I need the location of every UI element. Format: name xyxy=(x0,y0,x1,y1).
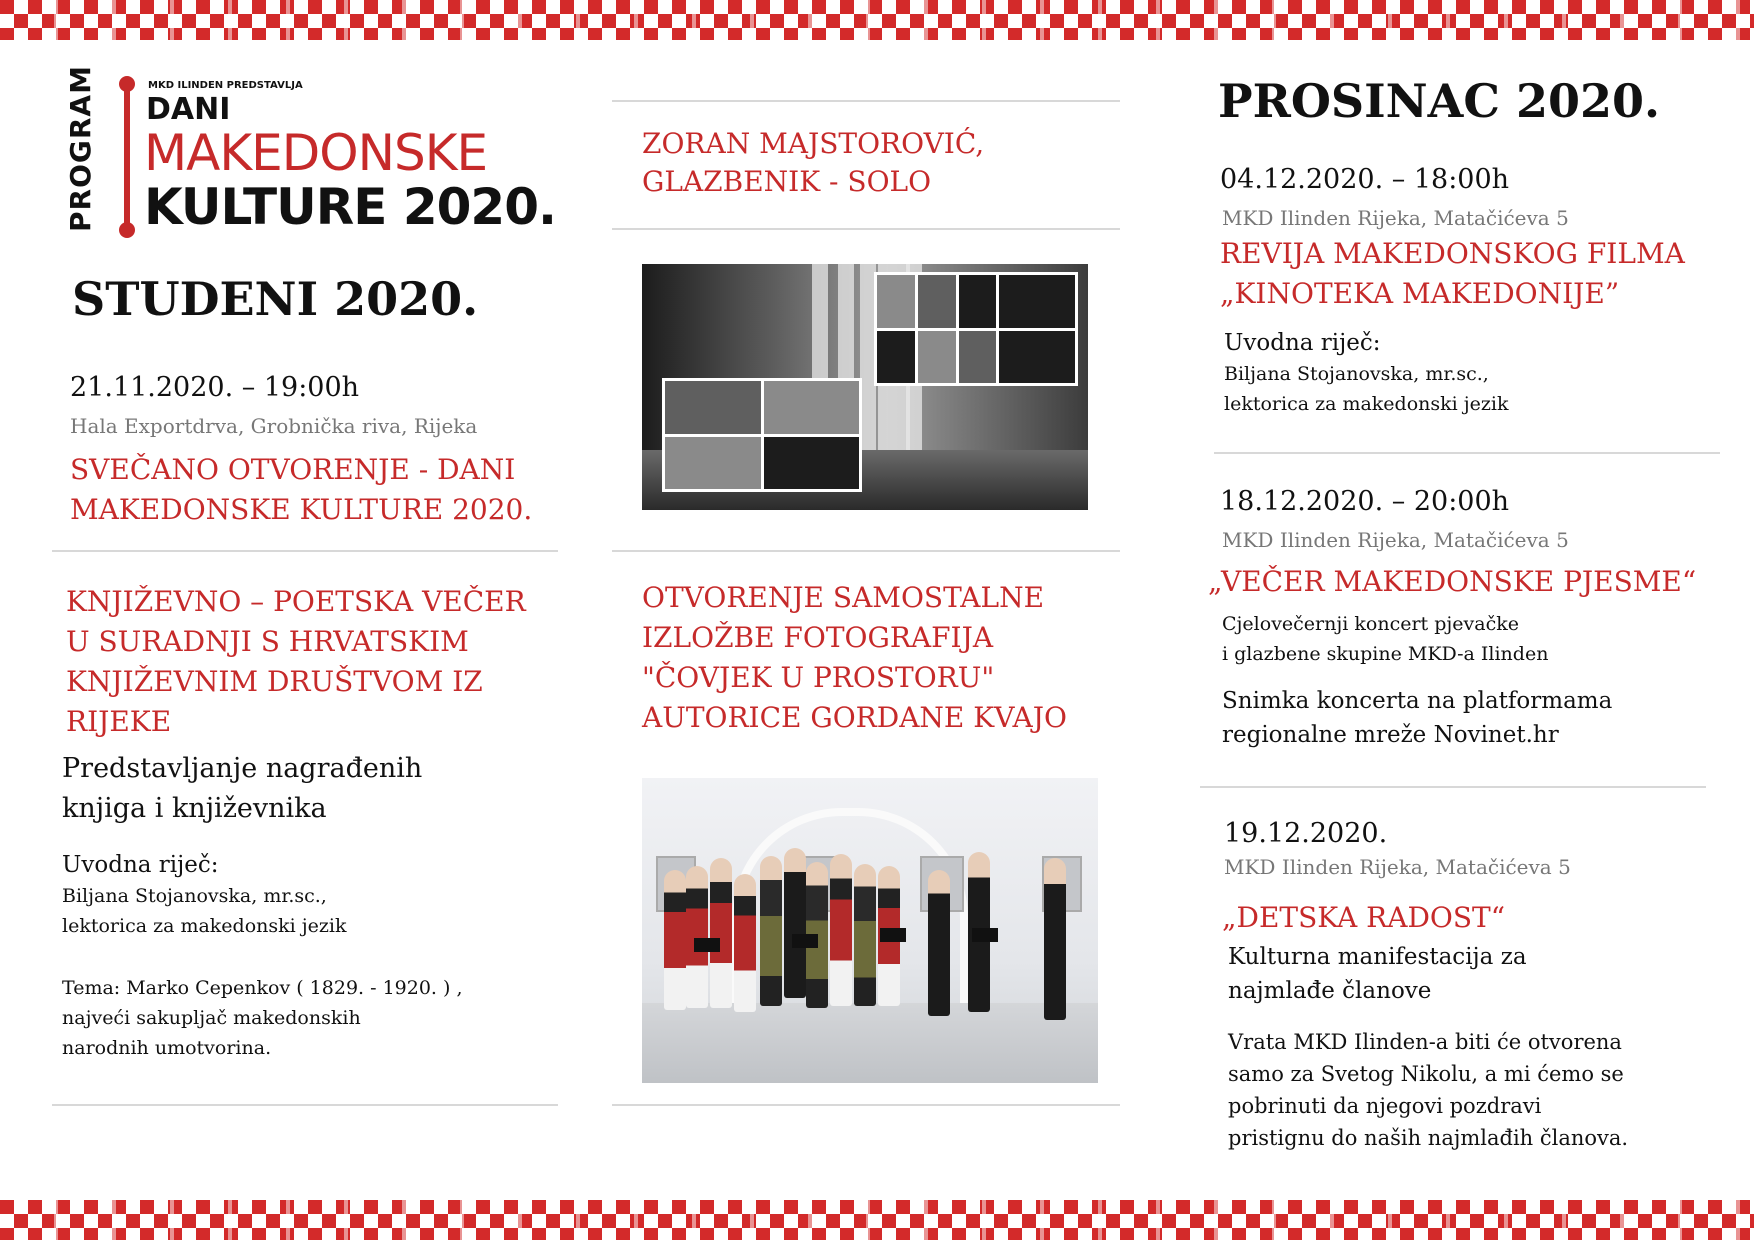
event-title: „VEČER MAKEDONSKE PJESME“ xyxy=(1208,565,1697,598)
theme-text: Tema: Marko Cepenkov ( 1829. - 1920. ) , xyxy=(62,977,463,999)
choir-performance-photo xyxy=(642,778,1098,1083)
theme-text: narodnih umotvorina. xyxy=(62,1037,272,1059)
event-title-line: REVIJA MAKEDONSKOG FILMA xyxy=(1220,237,1685,270)
event-title-line: SVEČANO OTVORENJE - DANI xyxy=(70,453,516,486)
event-title-line: GLAZBENIK - SOLO xyxy=(642,165,932,198)
event-description: Cjelovečernji koncert pjevačke xyxy=(1222,613,1519,635)
event-subtitle: Predstavljanje nagrađenih xyxy=(62,753,423,784)
event-title-line: KNJIŽEVNO – POETSKA VEČER xyxy=(66,585,526,618)
intro-text: lektorica za makedonski jezik xyxy=(62,915,347,937)
bottom-folk-border xyxy=(0,1200,1754,1240)
event-title-line: AUTORICE GORDANE KVAJO xyxy=(642,701,1067,734)
event-subtitle: knjiga i književnika xyxy=(62,793,327,824)
event-title-line: OTVORENJE SAMOSTALNE xyxy=(642,581,1045,614)
event-note: Snimka koncerta na platformama xyxy=(1222,688,1613,714)
logo-makedonske: MAKEDONSKE xyxy=(144,124,488,182)
month-heading-studeni: STUDENI 2020. xyxy=(72,272,479,326)
event-description: pobrinuti da njegovi pozdravi xyxy=(1228,1094,1542,1118)
logo-red-bar xyxy=(124,82,130,230)
event-note: regionalne mreže Novinet.hr xyxy=(1222,722,1559,748)
exhibition-corridor-photo xyxy=(642,264,1088,510)
event-title-line: KNJIŽEVNIM DRUŠTVOM IZ xyxy=(66,665,483,698)
event-title-line: ZORAN MAJSTOROVIĆ, xyxy=(642,127,985,160)
event-location: Hala Exportdrva, Grobnička riva, Rijeka xyxy=(70,414,478,438)
logo-dani: DANI xyxy=(146,92,231,127)
divider xyxy=(1200,786,1706,788)
intro-label: Uvodna riječ: xyxy=(62,852,219,878)
event-location: MKD Ilinden Rijeka, Matačićeva 5 xyxy=(1222,206,1569,230)
logo-dot-top xyxy=(119,76,135,92)
divider xyxy=(612,1104,1120,1106)
top-folk-border xyxy=(0,0,1754,40)
event-date: 18.12.2020. – 20:00h xyxy=(1220,486,1510,517)
event-title-line: MAKEDONSKE KULTURE 2020. xyxy=(70,493,533,526)
event-subtitle: Kulturna manifestacija za xyxy=(1228,944,1527,970)
divider xyxy=(52,550,558,552)
event-date: 21.11.2020. – 19:00h xyxy=(70,372,360,403)
divider xyxy=(1214,452,1720,454)
event-date: 04.12.2020. – 18:00h xyxy=(1220,164,1510,195)
logo-kulture: KULTURE 2020. xyxy=(144,178,556,236)
event-description: samo za Svetog Nikolu, a mi ćemo se xyxy=(1228,1062,1624,1086)
intro-text: Biljana Stojanovska, mr.sc., xyxy=(62,885,327,907)
event-subtitle: najmlađe članove xyxy=(1228,978,1432,1004)
divider xyxy=(612,100,1120,102)
intro-label: Uvodna riječ: xyxy=(1224,330,1381,356)
intro-text: Biljana Stojanovska, mr.sc., xyxy=(1224,363,1489,385)
intro-text: lektorica za makedonski jezik xyxy=(1224,393,1509,415)
logo-program-vertical: PROGRAM xyxy=(64,65,97,232)
event-title-line: „KINOTEKA MAKEDONIJE” xyxy=(1220,277,1620,310)
event-description: pristignu do naših najmlađih članova. xyxy=(1228,1126,1629,1150)
event-date: 19.12.2020. xyxy=(1224,818,1388,849)
event-title-line: "ČOVJEK U PROSTORU" xyxy=(642,661,995,694)
event-title-line: RIJEKE xyxy=(66,705,172,738)
event-title-line: IZLOŽBE FOTOGRAFIJA xyxy=(642,621,994,654)
month-heading-prosinac: PROSINAC 2020. xyxy=(1218,74,1661,128)
logo-dot-bottom xyxy=(119,222,135,238)
event-description: i glazbene skupine MKD-a Ilinden xyxy=(1222,643,1549,665)
divider xyxy=(612,550,1120,552)
theme-text: najveći sakupljač makedonskih xyxy=(62,1007,361,1029)
logo-presenter: MKD ILINDEN PREDSTAVLJA xyxy=(148,80,303,91)
divider xyxy=(612,228,1120,230)
event-description: Vrata MKD Ilinden-a biti će otvorena xyxy=(1228,1030,1622,1054)
divider xyxy=(52,1104,558,1106)
event-location: MKD Ilinden Rijeka, Matačićeva 5 xyxy=(1224,855,1571,879)
event-title: „DETSKA RADOST“ xyxy=(1222,901,1506,934)
event-title-line: U SURADNJI S HRVATSKIM xyxy=(66,625,469,658)
event-location: MKD Ilinden Rijeka, Matačićeva 5 xyxy=(1222,528,1569,552)
